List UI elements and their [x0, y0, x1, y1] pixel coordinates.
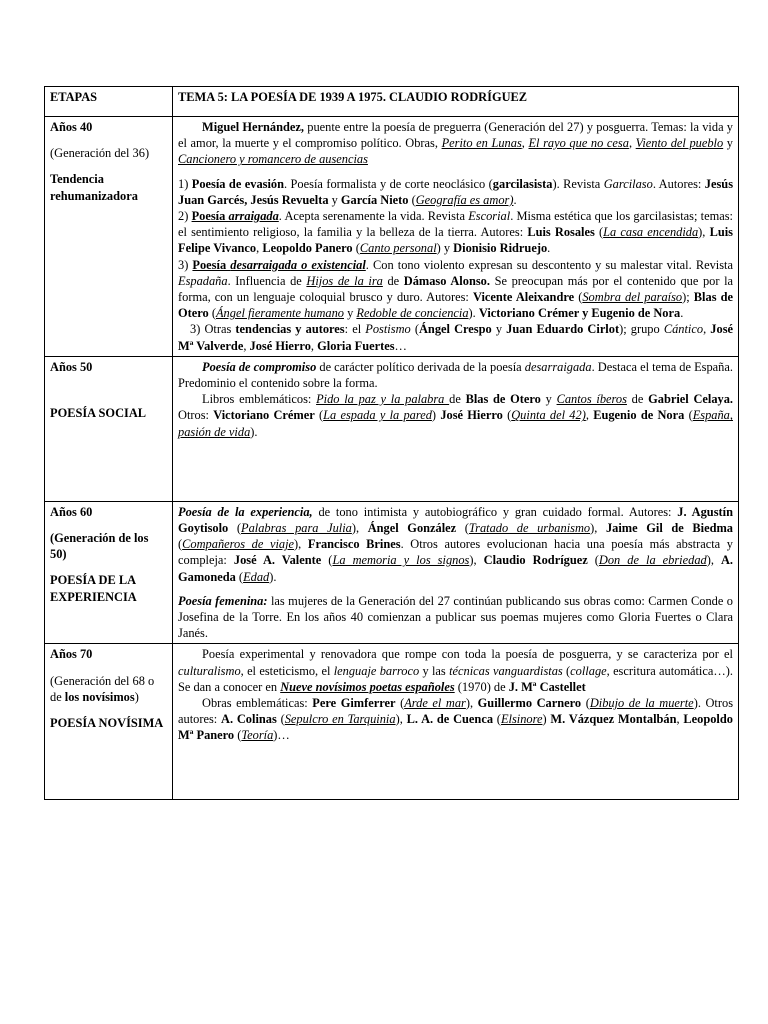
- experiencia-paragraph: Poesía de la experiencia, de tono intimista y autobiográfico y gran cuidado formal. Autores: J. Agustín Goytisolo (Palabras para Julia), Ángel González (Tratado de urbanismo), Jaime Gil de Biedma (Compañeros de viaje), Francisco Brines. Otros autores evolucionan hacia una poesía más abstracta y compleja: José A. Valente (La memoria y los signos), Claudio Rodríguez (Don de la ebriedad), A. Gamoneda (Edad).: [178, 504, 734, 584]
- title-poesia-novisima: POESÍA NOVÍSIMA: [50, 716, 164, 731]
- desarraigada-paragraph: 3) Poesía desarraigada o existencial. Con tono violento expresan su descontento y su malestar vital. Revista Espadaña. Influencia de Hijos de la ira de Dámaso Alonso. Se preocupan más por el contenido que por la forma, con un lenguaje coloquial brusco y duro. Autores: Vicente Aleixandre (Sombra del paraíso); Blas de Otero (Ángel fieramente humano y Redoble de conciencia). Victoriano Crémer y Eugenio de Nora.: [178, 257, 734, 321]
- trend-rehumanizadora: Tendencia rehumanizadora: [50, 172, 138, 203]
- generation-68: (Generación del 68 o de los novísimos): [50, 673, 155, 704]
- stages-table: [44, 86, 739, 800]
- row-40s-label: [45, 117, 173, 357]
- row-40s-content: [173, 117, 739, 357]
- header-stages: ETAPAS: [45, 87, 173, 117]
- row-40s: [45, 117, 739, 357]
- header-topic: TEMA 5: LA POESÍA DE 1939 A 1975. CLAUDIO RODRÍGUEZ: [173, 87, 739, 117]
- decade-50s: Años 50: [50, 359, 93, 374]
- row-50s: [45, 356, 739, 501]
- row-50s-label: [45, 356, 173, 501]
- header-row: [45, 87, 739, 117]
- row-70s-content: [173, 644, 739, 800]
- novisimos-paragraph: Poesía experimental y renovadora que rompe con toda la poesía de posguerra, y se caracteriza por el culturalismo, el esteticismo, el lenguaje barroco y las técnicas vanguardistas (collage, escritura automática…). Se dan a conocer en Nueve novísimos poetas españoles (1970) de J. Mª Castellet: [178, 647, 733, 694]
- decade-60s: Años 60: [50, 504, 93, 519]
- femenina-paragraph: Poesía femenina: las mujeres de la Generación del 27 continúan publicando sus obras como: Carmen Conde o Josefina de la Torre. En los años 40 comienzan a publicar sus poemas mujeres como Gloria Fuertes o Clara Janés.: [178, 593, 733, 641]
- row-60s-content: [173, 501, 739, 644]
- title-poesia-social: POESÍA SOCIAL: [50, 406, 147, 421]
- compromiso-paragraph: Poesía de compromiso de carácter político derivada de la poesía desarraigada. Destaca el tema de España. Predominio el contenido sobre la forma.: [178, 359, 733, 391]
- decade-40s: Años 40: [50, 120, 93, 134]
- decade-70s: Años 70: [50, 647, 93, 662]
- row-70s: [45, 644, 739, 800]
- generation-36: (Generación del 36): [50, 146, 150, 161]
- miguel-hernandez-paragraph: Miguel Hernández, puente entre la poesía de preguerra (Generación del 27) y posguerra. Temas: la vida y el amor, la muerte y el compromiso político. Obras, Perito en Lunas, El rayo que no cesa, Viento del pueblo y Cancionero y romancero de ausencias: [178, 120, 733, 167]
- row-60s: [45, 501, 739, 644]
- title-poesia-experiencia: POESÍA DE LA EXPERIENCIA: [50, 573, 137, 604]
- arraigada-paragraph: 2) Poesía arraigada. Acepta serenamente la vida. Revista Escorial. Misma estética que los garcilasistas; temas: el sentimiento religioso, la familia y la belleza de la tierra. Autores: Luis Rosales (La casa encendida), Luis Felipe Vivanco, Leopoldo Panero (Canto personal) y Dionisio Ridruejo.: [178, 209, 733, 256]
- other-trends-paragraph: 3) Otras tendencias y autores: el Postismo (Ángel Crespo y Juan Eduardo Cirlot); grupo Cántico, José Mª Valverde, José Hierro, Gloria Fuertes…: [178, 322, 734, 353]
- obras-emblematicas-70-paragraph: Obras emblemáticas: Pere Gimferrer (Arde el mar), Guillermo Carnero (Dibujo de la muerte). Otros autores: A. Colinas (Sepulcro en Tarquinia), L. A. de Cuenca (Elsinore) M. Vázquez Montalbán, Leopoldo Mª Panero (Teoría)…: [178, 696, 734, 743]
- libros-emblematicos-50-paragraph: Libros emblemáticos: Pido la paz y la palabra de Blas de Otero y Cantos íberos de Gabriel Celaya. Otros: Victoriano Crémer (La espada y la pared) José Hierro (Quinta del 42), Eugenio de Nora (España, pasión de vida).: [178, 392, 734, 439]
- evasion-paragraph: 1) Poesía de evasión. Poesía formalista y de corte neoclásico (garcilasista). Revista Garcilaso. Autores: Jesús Juan Garcés, Jesús Revuelta y García Nieto (Geografía es amor).: [178, 176, 734, 207]
- generation-50: (Generación de los 50): [50, 531, 149, 562]
- row-70s-label: [45, 644, 173, 800]
- row-50s-content: [173, 356, 739, 501]
- row-60s-label: [45, 501, 173, 644]
